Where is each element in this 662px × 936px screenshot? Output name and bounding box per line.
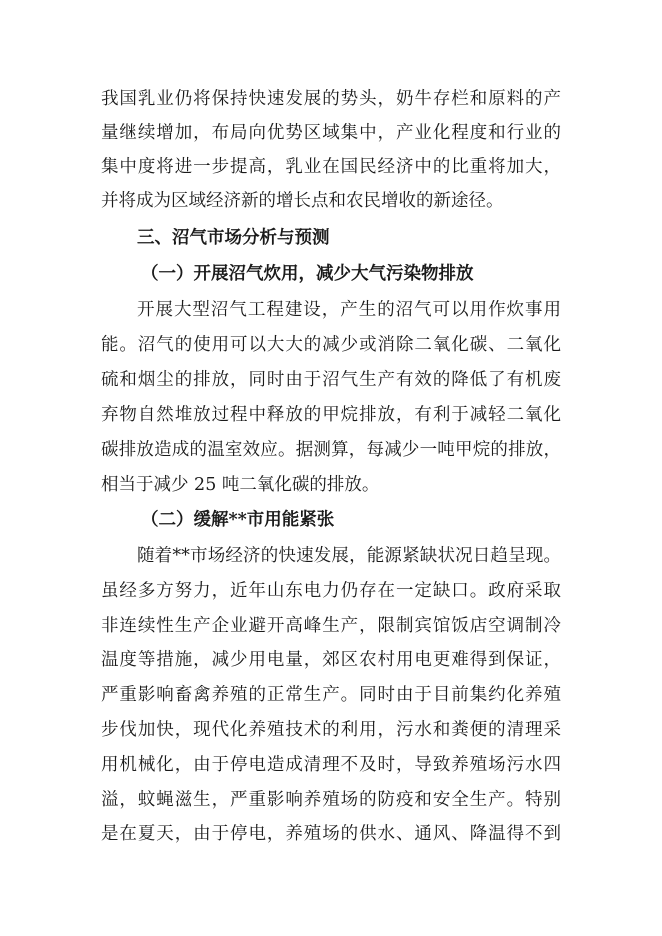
subsection-2-line-6: 步伐加快，现代化养殖技术的利用，污水和粪便的清理采 bbox=[101, 720, 561, 740]
subsection-1-line-5: 碳排放造成的温室效应。据测算，每减少一吨甲烷的排放， bbox=[101, 440, 561, 460]
section-3-heading: 三、沼气市场分析与预测 bbox=[137, 228, 330, 248]
subsection-2-line-2: 虽经多方努力，近年山东电力仍存在一定缺口。政府采取 bbox=[101, 581, 561, 601]
paragraph-1-line-1: 我国乳业仍将保持快速发展的势头，奶牛存栏和原料的产 bbox=[101, 89, 561, 109]
subsection-2-line-8: 溢，蚊蝇滋生，严重影响养殖场的防疫和安全生产。特别 bbox=[101, 790, 561, 810]
subsection-1-heading: （一）开展沼气炊用，减少大气污染物排放 bbox=[141, 264, 474, 284]
subsection-2-line-4: 温度等措施，减少用电量，郊区农村用电更难得到保证， bbox=[101, 650, 561, 670]
subsection-1-line-1: 开展大型沼气工程建设，产生的沼气可以用作炊事用 bbox=[137, 300, 561, 320]
subsection-2-line-5: 严重影响畜禽养殖的正常生产。同时由于目前集约化养殖 bbox=[101, 685, 561, 705]
subsection-2-line-1: 随着**市场经济的快速发展，能源紧缺状况日趋呈现。 bbox=[137, 546, 561, 566]
subsection-2-line-9: 是在夏天，由于停电，养殖场的供水、通风、降温得不到 bbox=[101, 824, 561, 844]
paragraph-1-line-4: 并将成为区域经济新的增长点和农民增收的新途径。 bbox=[101, 191, 504, 211]
subsection-2-heading: （二）缓解**市用能紧张 bbox=[141, 510, 335, 530]
subsection-1-line-3: 硫和烟尘的排放，同时由于沼气生产有效的降低了有机废 bbox=[101, 370, 561, 390]
subsection-1-line-4: 弃物自然堆放过程中释放的甲烷排放，有利于减轻二氧化 bbox=[101, 405, 561, 425]
subsection-1-line-2: 能。沼气的使用可以大大的减少或消除二氧化碳、二氧化 bbox=[101, 335, 561, 355]
subsection-2-line-7: 用机械化，由于停电造成清理不及时，导致养殖场污水四 bbox=[101, 755, 561, 775]
paragraph-1-line-3: 集中度将进一步提高，乳业在国民经济中的比重将加大， bbox=[101, 157, 561, 177]
paragraph-1-line-2: 量继续增加，布局向优势区域集中，产业化程度和行业的 bbox=[101, 123, 561, 143]
subsection-1-line-6: 相当于减少 25 吨二氧化碳的排放。 bbox=[101, 475, 380, 495]
subsection-2-line-3: 非连续性生产企业避开高峰生产，限制宾馆饭店空调制冷 bbox=[101, 616, 561, 636]
